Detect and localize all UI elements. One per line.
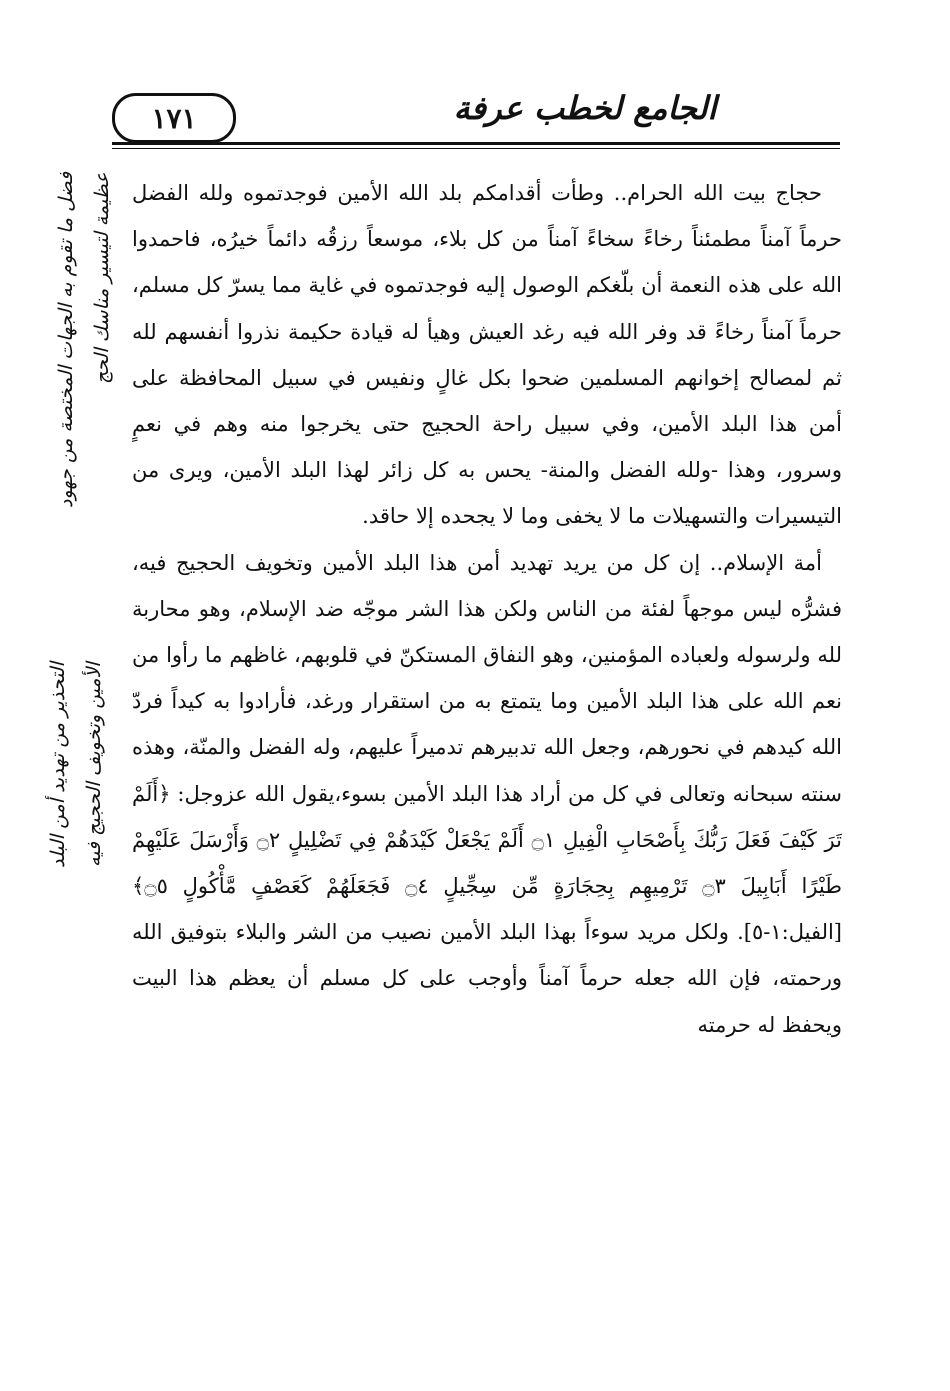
margin-note-warning: التحذير من تهديد أمن البلد الأمين وتخويف الحجيج فيه <box>47 662 105 868</box>
margin-note-effort: فضل ما تقوم به الجهات المختصة من جهود عظيمة لتيسير مناسك الحج <box>55 172 113 509</box>
verse-reference: [الفيل:١-٥] <box>743 920 842 945</box>
paragraph-text: أمة الإسلام.. إن كل من يريد تهديد أمن هذا البلد الأمين وتخويف الحجيج فيه، فشرُّه ليس موجهاً لفئة من الناس ولكن هذا الشر موجّه ضد الإسلام، وهو محاربة لله ولرسوله ولعباده المؤمنين، وهو النفاق المستكنّ في قلوبهم، غاظهم ما رأوا من نعم الله على هذا البلد الأمين وما يتمتع به من استقرار ورغد، فأرادوا به كيداً فردّ الله كيدهم في نحورهم، وجعل الله تدبيرهم تدميراً عليهم، وله الفضل والمنّة، وهذه سنته سبحانه وتعالى في كل من أراد هذا البلد الأمين بسوء، <box>132 550 842 806</box>
page-number: ١٧١ <box>112 93 236 143</box>
quran-verse: ﴿أَلَمْ تَرَ كَيْفَ فَعَلَ رَبُّكَ بِأَصْحَابِ الْفِيلِ ۝١ أَلَمْ يَجْعَلْ كَيْدَهُمْ فِي تَضْلِيلٍ ۝٢ وَأَرْسَلَ عَلَيْهِمْ طَيْرًا أَبَابِيلَ ۝٣ تَرْمِيهِم بِحِجَارَةٍ مِّن سِجِّيلٍ ۝٤ فَجَعَلَهُمْ كَعَصْفٍ مَّأْكُولٍ ۝٥﴾ <box>132 781 842 899</box>
header-rule-thin <box>112 148 840 149</box>
main-text <box>132 170 842 1300</box>
verse-intro: يقول الله عزوجل: <box>170 781 335 806</box>
header-rule <box>112 142 840 145</box>
book-title: الجامع لخطب عرفة <box>453 89 717 127</box>
paragraph <box>132 540 842 1048</box>
paragraph: حجاج بيت الله الحرام.. وطأت أقدامكم بلد الله الأمين فوجدتموه ولله الفضل حرماً آمناً مطمئناً رخاءً سخاءً آمناً من كل بلاء، موسعاً رزقُه دائماً خيرُه، فاحمدوا الله على هذه النعمة أن بلّغكم الوصول إليه فوجدتموه في غاية مما يسرّ كل مسلم، حرماً آمناً رخاءً قد وفر الله فيه رغد العيش وهيأ له قيادة حكيمة نذروا أنفسهم لله ثم لمصالح إخوانهم المسلمين ضحوا بكل غالٍ ونفيس في سبيل المحافظة على أمن هذا البلد الأمين، وفي سبيل راحة الحجيج حتى يخرجوا منه وهم في نعمٍ وسرور، وهذا -ولله الفضل والمنة- يحس به كل زائر لهذا البلد الأمين، ويرى من التيسيرات والتسهيلات ما لا يخفى وما لا يجحده إلا حاقد. <box>132 181 842 529</box>
paragraph-text: . ولكل مريد سوءاً بهذا البلد الأمين نصيب من الشر والبلاء بتوفيق الله ورحمته، فإن الله جعله حرماً آمناً وأوجب على كل مسلم أن يعظم هذا البيت ويحفظ له حرمته <box>132 920 842 1037</box>
